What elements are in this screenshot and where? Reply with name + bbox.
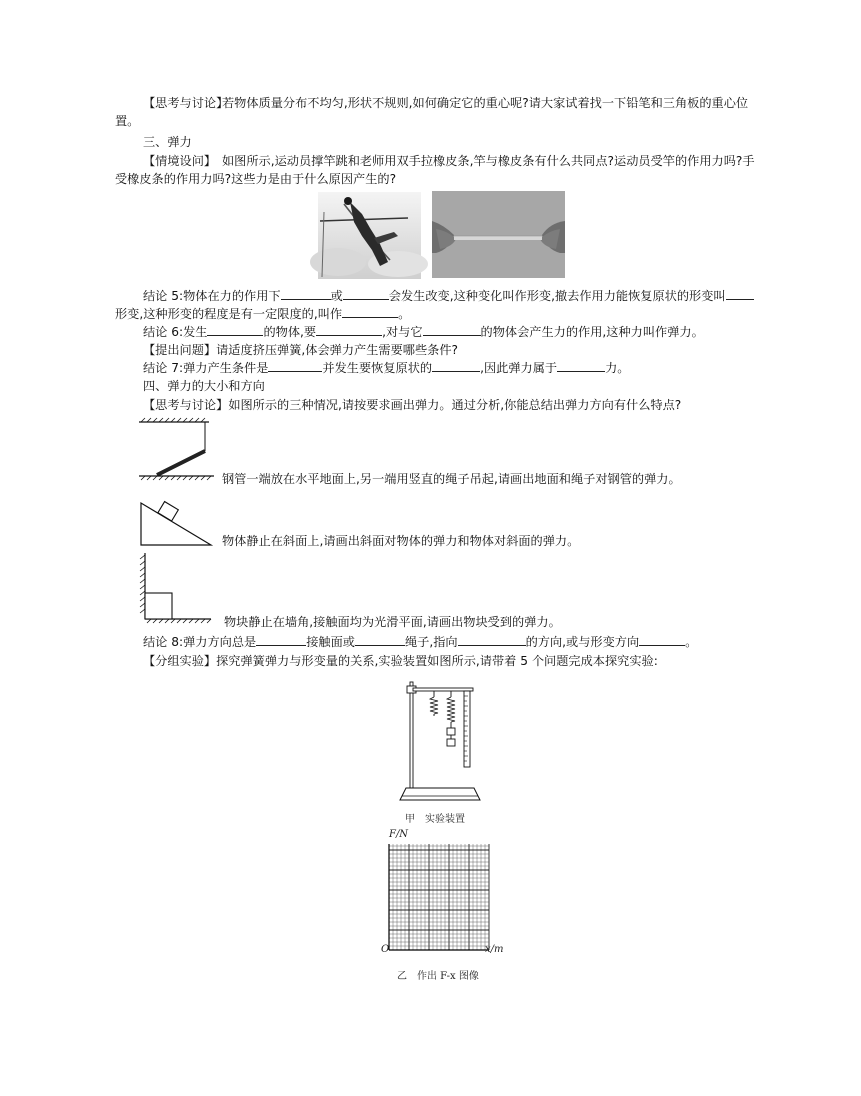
conclusion-7-part1: 结论 7:弹力产生条件是 <box>143 361 269 375</box>
conclusion-7 <box>143 360 629 376</box>
figure-yi-caption: 乙 作出 F-x 图像 <box>397 971 479 982</box>
blank-5b[interactable] <box>343 288 389 300</box>
f-x-graph-grid <box>388 843 490 951</box>
conclusion-5-part1: 结论 5:物体在力的作用下 <box>143 289 281 303</box>
situation-tag: 【情境设问】 <box>143 154 217 168</box>
conclusion-8-part2: 接触面或 <box>306 635 355 649</box>
blank-5c[interactable] <box>726 288 754 300</box>
question-text: 请适度挤压弹簧,体会弹力产生需要哪些条件? <box>216 343 459 357</box>
conclusion-8-part4: 的方向,或与形变方向 <box>525 635 640 649</box>
conclusion-6-part3: ,对与它 <box>382 325 423 339</box>
blank-7b[interactable] <box>432 360 480 372</box>
situation-text-line1: 如图所示,运动员撑竿跳和老师用双手拉橡皮条,竿与橡皮条有什么共同点?运动员受竿的作用力吗?手 <box>222 154 755 168</box>
think-text-line2: 置。 <box>115 114 140 128</box>
case-2-text: 物体静止在斜面上,请画出斜面对物体的弹力和物体对斜面的弹力。 <box>222 534 580 548</box>
question-tag: 【提出问题】 <box>143 343 217 357</box>
conclusion-8-part1: 结论 8:弹力方向总是 <box>143 635 257 649</box>
think-tag: 【思考与讨论】 <box>143 96 229 110</box>
figure-jia-caption: 甲 实验装置 <box>405 814 465 825</box>
think-text-line1: 若物体质量分布不均匀,形状不规则,如何确定它的重心呢?请大家试着找一下铅笔和三角板的重心位 <box>222 96 749 110</box>
conclusion-6-part1: 结论 6:发生 <box>143 325 208 339</box>
y-axis-label: F/N <box>389 829 409 840</box>
section-title-magnitude-direction: 四、弹力的大小和方向 <box>143 379 265 393</box>
conclusion-5-line2-end: 。 <box>398 307 411 321</box>
situation-text-line2: 受橡皮条的作用力吗?这些力是由于什么原因产生的? <box>115 172 397 186</box>
blank-6c[interactable] <box>423 324 481 336</box>
blank-8a[interactable] <box>256 634 306 646</box>
conclusion-5-part2: 或 <box>330 289 343 303</box>
blank-8d[interactable] <box>639 634 685 646</box>
x-axis-label: x/m <box>485 944 504 955</box>
blank-6b[interactable] <box>316 324 382 336</box>
question <box>143 342 458 358</box>
experiment-tag: 【分组实验】 <box>143 654 217 668</box>
case-3-text: 物块静止在墙角,接触面均为光滑平面,请画出物块受到的弹力。 <box>224 615 561 629</box>
conclusion-7-part2: 并发生要恢复原状的 <box>322 361 433 375</box>
conclusion-5-line1 <box>143 288 754 304</box>
conclusion-5-line2 <box>115 306 410 322</box>
experiment-text: 探究弹簧弹力与形变量的关系,实验装置如图所示,请带着 5 个问题完成本探究实验: <box>216 654 658 668</box>
pipe-rope-diagram <box>139 418 214 480</box>
spring-apparatus-diagram <box>398 676 484 804</box>
experiment <box>143 653 658 669</box>
blank-7c[interactable] <box>557 360 605 372</box>
blank-5d[interactable] <box>342 306 398 318</box>
incline-block-diagram <box>139 495 214 550</box>
conclusion-5-line2-text: 形变,这种形变的程度是有一定限度的,叫作 <box>115 307 343 321</box>
conclusion-8-part3: 绳子,指向 <box>404 635 458 649</box>
pole-vault-photo <box>318 192 421 279</box>
origin-label: O <box>381 944 390 955</box>
conclusion-8-part5: 。 <box>685 635 698 649</box>
blank-8b[interactable] <box>355 634 405 646</box>
blank-5a[interactable] <box>281 288 331 300</box>
blank-8c[interactable] <box>458 634 526 646</box>
rubber-band-photo <box>432 191 565 278</box>
conclusion-6-part2: 的物体,要 <box>263 325 317 339</box>
blank-6a[interactable] <box>207 324 263 336</box>
blank-7a[interactable] <box>268 360 322 372</box>
conclusion-8 <box>143 634 697 650</box>
conclusion-6 <box>143 324 704 340</box>
case-1-text: 钢管一端放在水平地面上,另一端用竖直的绳子吊起,请画出地面和绳子对钢管的弹力。 <box>222 472 681 486</box>
conclusion-7-part3: ,因此弹力属于 <box>480 361 558 375</box>
think2-text: 如图所示的三种情况,请按要求画出弹力。通过分析,你能总结出弹力方向有什么特点? <box>228 398 682 412</box>
section-title-elastic-force: 三、弹力 <box>143 135 192 149</box>
wall-corner-block-diagram <box>139 553 214 625</box>
conclusion-6-part4: 的物体会产生力的作用,这种力叫作弹力。 <box>480 325 704 339</box>
think2-tag: 【思考与讨论】 <box>143 398 229 412</box>
conclusion-5-part3: 会发生改变,这种变化叫作形变,撤去作用力能恢复原状的形变叫 <box>388 289 726 303</box>
conclusion-7-part4: 力。 <box>605 361 630 375</box>
think2 <box>143 397 681 413</box>
